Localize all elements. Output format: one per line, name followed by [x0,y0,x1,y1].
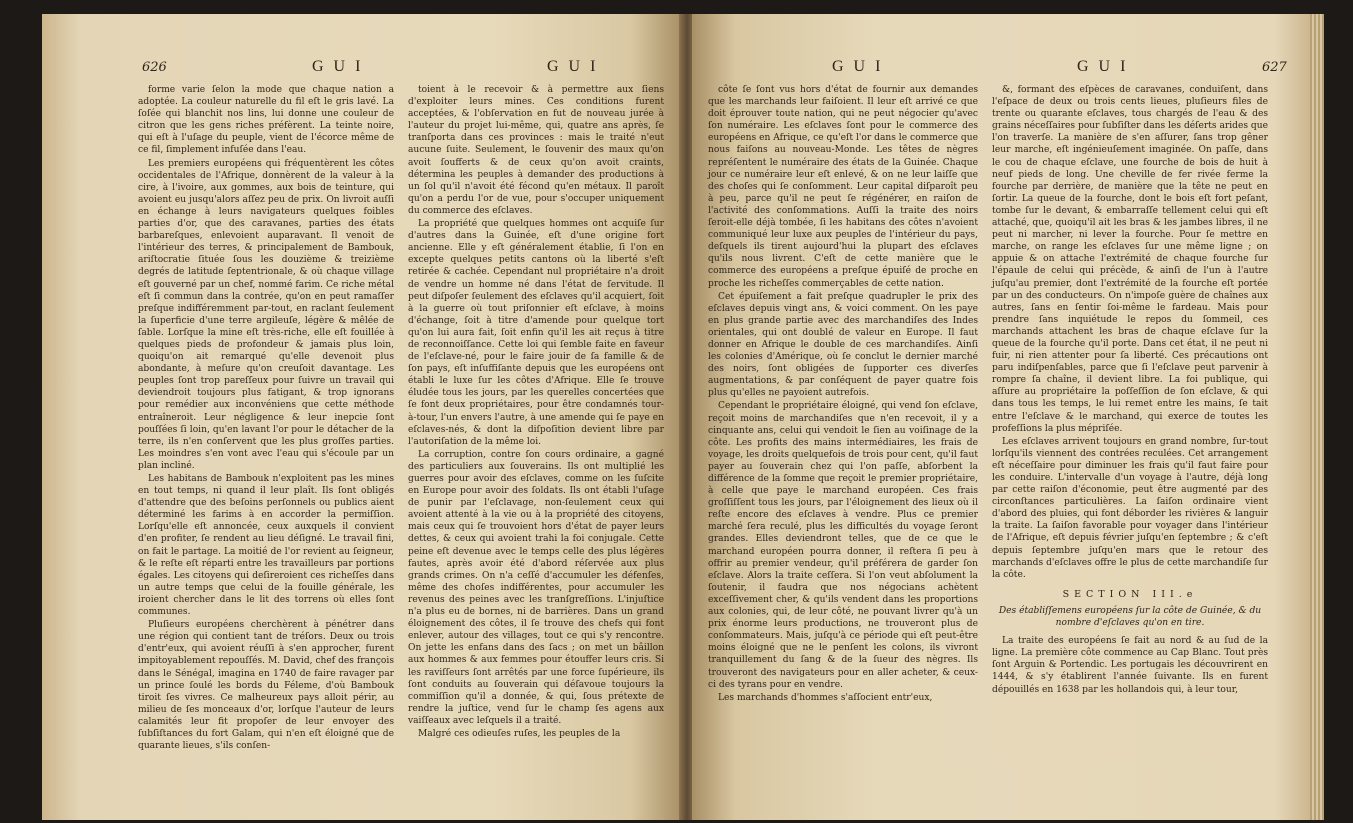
right-column-1 [708,84,978,705]
page-edges [1310,14,1324,820]
paragraph: Les premiers européens qui fréquentèrent les côtes occidentales de l'Afrique, donnèrent de la valeur à la cire, à l'ivoire, aux gommes, aux bois de teinture, qui avoient eu jusqu'alors aſſez peu de prix. On livroit auſſi en échange à leurs navigateurs quelques foibles parties d'or, que des caravanes, parties des états barbareſques, enlevoient auparavant. Il venoit de l'intérieur des terres, & principalement de Bambouk, ariſtocratie ſituée ſous les douzième & treizième degrés de latitude ſeptentrionale, & où chaque village eſt gouverné par un chef, nommé farim. Ce riche métal eſt ſi commun dans la contrée, qu'on en peut ramaſſer preſque indifféremment par-tout, en raclant ſeulement la ſuperficie d'une terre argileuſe, légère & mêlée de ſable. Lorſque la mine eſt très-riche, elle eſt fouillée à quelques pieds de profondeur & jamais plus loin, quoiqu'on ait remarqué qu'elle devenoit plus abondante, à meſure qu'on creuſoit davantage. Les peuples ſont trop pareſſeux pour ſuivre un travail qui deviendroit toujours plus fatigant, & trop ignorans pour remédier aux inconvéniens que cette méthode entraîneroit. Leur négligence & leur inepcie ſont pouſſées ſi loin, qu'en lavant l'or pour le détacher de la terre, ils n'en conſervent que les plus groſſes parties. Les moindres s'en vont avec l'eau qui s'écoule par un plan incliné. [138,158,394,471]
running-header-left-col2: GUI [547,58,606,75]
left-column-1 [138,84,394,753]
paragraph: La traite des européens ſe fait au nord & au ſud de la ligne. La première côte commence au Cap Blanc. Tout près ſont Arguin & Portendic. Les portugais les découvrirent en 1444, & s'y établirent l'année ſuivante. Ils en furent dépouillés en 1638 par les hollandois qui, à leur tour, [992,636,1268,695]
paragraph: Cependant le propriétaire éloigné, qui vend ſon eſclave, reçoit moins de marchandiſes que n'en recevoit, il y a cinquante ans, celui qui vendoit le ſien au voiſinage de la côte. Les profits des mains intermédiaires, les frais de voyage, les droits quelquefois de trois pour cent, qu'il faut payer au ſouverain chez qui l'on paſſe, abſorbent la différence de la ſomme que reçoit le premier propriétaire, à celle que paye le marchand européen. Ces frais groſſiſſent tous les jours, par l'éloignement des lieux où il reſte encore des eſclaves à vendre. Plus ce premier marché ſera reculé, plus les difficultés du voyage ſeront grandes. Elles deviendront telles, que de ce que le marchand européen pourra donner, il reſtera ſi peu à offrir au premier vendeur, qu'il préférera de garder ſon eſclave. Alors la traite ceſſera. Si l'on veut abſolument la ſoutenir, il faudra que nos négocians achètent exceſſivement cher, & qu'ils vendent dans les proportions aux colonies, qui, de leur côté, ne pouvant livrer qu'à un prix énorme leurs productions, ne trouveront plus de conſommateurs. Mais, juſqu'à ce période qui eſt peut-être moins éloigné que ne le penſent les colons, ils vivront tranquillement du ſang & de la ſueur des nègres. Ils trouveront des navigateurs pour en aller acheter, & ceux-ci des tyrans pour en vendre. [708,401,978,690]
paragraph: côte ſe ſont vus hors d'état de fournir aux demandes que les marchands leur faiſoient. Il leur eſt arrivé ce que doit éprouver toute nation, qui ne peut négocier qu'avec ſon numéraire. Les eſclaves ſont pour le commerce des européens en Afrique, ce qu'eſt l'or dans le commerce que nous faiſons au nouveau-Monde. Les têtes de nègres repréſentent le numéraire des états de la Guinée. Chaque jour ce numéraire leur eſt enlevé, & on ne leur laiſſe que des choſes qui ſe conſomment. Leur capital diſparoît peu à peu, parce qu'il ne peut ſe régénérer, en raiſon de l'activité des conſommations. Auſſi la traite des noirs ſeroit-elle déjà tombée, ſi les habitans des côtes n'avoient communiqué leur luxe aux peuples de l'intérieur du pays, deſquels ils tirent aujourd'hui la plupart des eſclaves qu'ils nous livrent. C'eſt de cette manière que le commerce des européens a preſque épuiſé de proche en proche les richeſſes commerçables de cette nation. [708,85,978,289]
paragraph: toient à le recevoir & à permettre aux ſiens d'exploiter leurs mines. Ces conditions furent acceptées, & l'obſervation en fut de nouveau jurée à l'auteur du projet lui-même, qui, quatre ans après, ſe tranſporta dans ces provinces : mais le traité n'eut aucune ſuite. Seulement, le ſouvenir des maux qu'on avoit ſoufferts & de ceux qu'on avoit craints, détermina les peuples à demander des productions à un ſol qu'il n'avoit été fécond qu'en métaux. Il paroît qu'on a perdu l'or de vue, pour s'occuper uniquement du commerce des eſclaves. [408,85,664,216]
section-heading: SECTION III.e [1062,588,1198,600]
page-number-left: 626 [142,60,167,75]
left-page [42,14,682,820]
right-column-2 [992,84,1268,697]
paragraph: Cet épuiſement a fait preſque quadrupler le prix des eſclaves depuis vingt ans, & voici comment. On les paye en plus grande partie avec des marchandiſes des Indes orientales, qui ont doublé de valeur en Europe. Il faut donner en Afrique le double de ces marchandiſes. Ainſi les colonies d'Amérique, où ſe conclut le dernier marché des noirs, ſont obligées de ſupporter ces diverſes augmentations, & par conſéquent de payer quatre fois plus qu'elles ne payoient autrefois. [708,291,978,399]
page-number-right: 627 [1262,60,1287,75]
paragraph: Les eſclaves arrivent toujours en grand nombre, ſur-tout lorſqu'ils viennent des contrées reculées. Cet arrangement eſt néceſſaire pour diminuer les frais qu'il faut faire pour les conduire. L'intervalle d'un voyage à l'autre, déjà long par cette raiſon d'économie, peut être augmenté par des circonſtances particulières. La ſaiſon ordinaire vient d'abord des pluies, qui font déborder les rivières & languir la traite. La ſaiſon favorable pour voyager dans l'intérieur de l'Afrique, eſt depuis février juſqu'en ſeptembre ; & c'eſt depuis ſeptembre juſqu'en mars que le retour des marchands d'eſclaves offre le plus de cette marchandiſe ſur la côte. [992,436,1268,580]
running-header-right-col1: GUI [832,58,891,75]
paragraph: La corruption, contre ſon cours ordinaire, a gagné des particuliers aux ſouverains. Ils ont multiplié les guerres pour avoir des eſclaves, comme on les ſuſcite en Europe pour avoir des ſoldats. Ils ont établi l'uſage de punir par l'eſclavage, non-ſeulement ceux qui avoient attenté à la vie ou à la propriété des citoyens, mais ceux qui ſe trouvoient hors d'état de payer leurs dettes, & ceux qui avoient trahi la foi conjugale. Cette peine eſt devenue avec le temps celle des plus légères fautes, après avoir été d'abord réſervée aux plus grands crimes. On n'a ceſſé d'accumuler les défenſes, même des choſes indifférentes, pour accumuler les revenus des peines avec les tranſgreſſions. L'injuſtice n'a plus eu de bornes, ni de barrières. Dans un grand éloignement des côtes, il ſe trouve des chefs qui font enlever, autour des villages, tout ce qui s'y rencontre. On jette les enfans dans des ſacs ; on met un bâillon aux hommes & aux femmes pour étouffer leurs cris. Si les raviſſeurs ſont arrêtés par une force ſupérieure, ils ſont conduits au ſouverain qui déſavoue toujours la commiſſion qu'il a donnée, & qui, ſous prétexte de rendre la juſtice, vend ſur le champ ſes agens aux vaiſſeaux avec leſquels il a traité. [408,449,664,726]
running-header-left: GUI [312,58,371,75]
right-page [692,14,1312,820]
paragraph: forme varie ſelon la mode que chaque nation a adoptée. La couleur naturelle du fil eſt le gris lavé. La ſoſée qui blanchit nos lins, lui donne une couleur de citron que les gens riches préfèrent. La teinte noire, qui eſt à l'uſage du peuple, vient de l'écorce même de ce fil, ſimplement infuſée dans l'eau. [138,85,394,156]
paragraph: Pluſieurs européens cherchèrent à pénétrer dans une région qui contient tant de tréſors. Deux ou trois d'entr'eux, qui avoient réuſſi à s'en approcher, furent impitoyablement repouſſés. M. David, chef des françois dans le Sénégal, imagina en 1740 de faire ravager par un prince ſoulé les bords du Féleme, d'où Bambouk tiroit ſes vivres. Ce malheureux pays alloit périr, au milieu de ſes monceaux d'or, lorſque l'auteur de leurs calamités leur fit propoſer de leur envoyer des ſubſiſtances du fort Galam, qui n'en eſt éloigné que de quarante lieues, s'ils conſen- [138,620,394,752]
running-header-right: GUI [1077,58,1136,75]
paragraph: Les habitans de Bambouk n'exploitent pas les mines en tout temps, ni quand il leur plaît. Ils ſont obligés d'attendre que des beſoins perſonnels ou publics aient déterminé les farims à en accorder la permiſſion. Lorſqu'elle eſt annoncée, ceux auxquels il convient d'en profiter, ſe rendent au lieu déſigné. Le travail fini, on fait le partage. La moitié de l'or revient au ſeigneur, & le reſte eſt réparti entre les travailleurs par portions égales. Les citoyens qui deſireroient ces richeſſes dans un autre temps que celui de la fouille générale, les iroient chercher dans le lit des torrens où elles ſont communes. [138,474,394,618]
left-column-2 [408,84,664,741]
paragraph: &, formant des eſpèces de caravanes, conduiſent, dans l'eſpace de deux ou trois cents lieues, pluſieurs files de trente ou quarante eſclaves, tous chargés de l'eau & des grains néceſſaires pour ſubſiſter dans les déſerts arides que l'on traverſe. La manière de s'en aſſurer, ſans trop gêner leur marche, eſt ingénieuſement imaginée. On paſſe, dans le cou de chaque eſclave, une fourche de bois de huit à neuf pieds de long. Une cheville de fer rivée ferme la fourche par derrière, de manière que la tête ne peut en ſortir. La queue de la fourche, dont le bois eſt fort peſant, tombe ſur le devant, & embarraſſe tellement celui qui eſt attaché, que, quoiqu'il ait les bras & les jambes libres, il ne peut ni marcher, ni lever la fourche. Pour ſe mettre en marche, on range les eſclaves ſur une même ligne ; on appuie & on attache l'extrémité de chaque fourche ſur l'épaule de celui qui précède, & ainſi de l'un à l'autre juſqu'au premier, dont l'extrémité de la fourche eſt portée par un des conducteurs. On n'impoſe guère de chaînes aux autres, ſans en ſentir ſoi-même le fardeau. Mais pour prendre ſans inquiétude le repos du ſommeil, ces marchands attachent les bras de chaque eſclave ſur la queue de la fourche qu'il porte. Dans cet état, il ne peut ni fuir, ni rien attenter pour ſa liberté. Ces précautions ont paru indiſpenſables, parce que ſi l'eſclave peut parvenir à rompre ſa chaîne, il devient libre. La foi publique, qui aſſure au propriétaire la poſſeſſion de ſon eſclave, & qui dans tous les temps, le lui remet entre les mains, ſe tait entre l'eſclave & le marchand, qui exerce de toutes les profeſſions la plus mépriſée. [992,85,1268,434]
paragraph: Malgré ces odieuſes ruſes, les peuples de la [418,728,621,739]
open-book [42,14,1312,820]
section-subtitle: Des établiſſemens européens ſur la côte de Guinée, & du nombre d'eſclaves qu'on en tire. [998,605,1262,629]
paragraph: Les marchands d'hommes s'aſſocient entr'eux, [718,692,933,703]
paragraph: La propriété que quelques hommes ont acquiſe ſur d'autres dans la Guinée, eſt d'une origine fort ancienne. Elle y eſt généralement établie, ſi l'on en excepte quelques petits cantons où la liberté s'eſt retirée & cachée. Cependant nul propriétaire n'a droit de vendre un homme né dans l'état de ſervitude. Il peut diſpoſer ſeulement des eſclaves qu'il acquiert, ſoit à la guerre où tout priſonnier eſt eſclave, à moins d'échange, ſoit à titre d'amende pour quelque tort qu'on lui aura fait, ſoit enfin qu'il les ait reçus à titre de reconnoiſſance. Cette loi qui ſemble faite en faveur de l'eſclave-né, pour le faire jouir de ſa famille & de ſon pays, eſt inſuffiſante depuis que les européens ont établi le luxe ſur les côtes d'Afrique. Elle ſe trouve éludée tous les jours, par les querelles concertées que ſe font deux propriétaires, pour être condamnés tour-à-tour, l'un envers l'autre, à une amende qui ſe paye en eſclaves-nés, & dont la diſpoſition devient libre par l'autoriſation de la même loi. [408,219,664,447]
